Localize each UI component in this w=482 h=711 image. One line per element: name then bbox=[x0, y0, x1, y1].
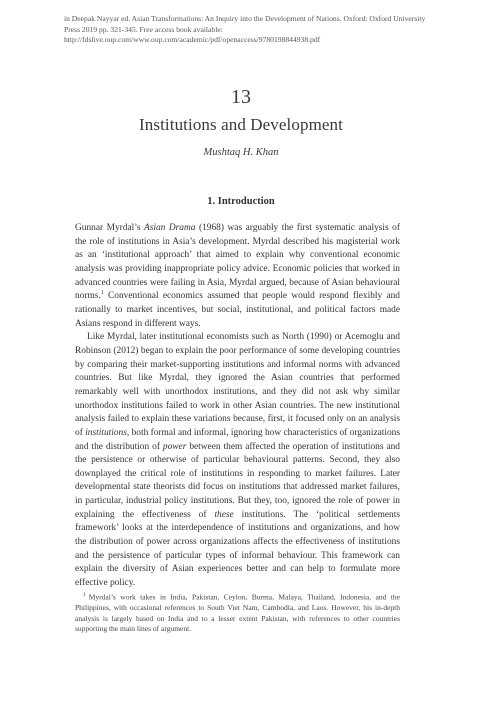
citation-header: in Deepak Nayyar ed. Asian Transformations: An Inquiry into the Development of Nations. Oxford: Oxford University Press 2019 pp. 321-345. Free access book available: http://fdslive.oup.com/www.oup.com/academic/pdf/openaccess/9780198844938.pdf bbox=[64, 14, 426, 44]
paragraph-2 bbox=[75, 331, 400, 590]
footnote bbox=[75, 590, 400, 635]
p2-emphasis-institutions: institutions bbox=[85, 427, 127, 438]
footnote-mark: 1 bbox=[83, 592, 86, 598]
p1-text-d: Conventional economics assumed that people would respond flexibly and rationally to market incentives, but social, institutional, and political factors made Asians respond in different ways. bbox=[75, 291, 400, 329]
p2-text-a: Like Myrdal, later institutional economists such as North (1990) or Acemoglu and Robinson (2012) began to explain the poor performance of some developing countries by comparing their market-supporting institutions and informal norms with advanced countries. But like Myrdal, they ignored the Asian countries that performed remarkably well with unorthodox institutions, and they did not ask why similar unorthodox institutions failed to work in other Asian countries. The new institutional analysis failed to explain these variations because, first, it focused only on an analysis of bbox=[75, 332, 400, 438]
p2-text-c: , both formal and informal, ignoring how characteristics of organizations and the distribution of bbox=[75, 427, 400, 452]
footnote-text: Myrdal’s work takes in India, Pakistan, Ceylon, Burma, Malaya, Thailand, Indonesia, and the Philippines, with occasional references to South Viet Nam, Cambodia, and Laos. However, his in-depth analysis is largely based on India and to a lesser extent Pakistan, with references to other countries supporting the main lines of argument. bbox=[75, 592, 400, 634]
p1-text-c: (1968) was arguably the first systematic analysis of the role of institutions in Asia’s development. Myrdal described his magisterial work as an ‘institutional approach’ that aimed to explain why conventional economic analysis was providing inappropriate policy advice. Economic policies that worked in advanced countries were failing in Asia, Myrdal argued, because of Asian behavioural norms. bbox=[75, 223, 400, 302]
footnote-reference: 1 bbox=[100, 290, 104, 297]
p2-emphasis-these: these bbox=[214, 509, 234, 520]
p1-book-title: Asian Drama bbox=[144, 223, 196, 233]
p2-text-e: between them affected the operation of institutions and the persistence or otherwise of particular behavioural patterns. Second, they also downplayed the critical role of institutions in responding to market failures. Later developmental state theorists did focus on institutions that addressed market failures, in particular, industrial policy institutions. But they, too, ignored the role of power in explaining the effectiveness of bbox=[75, 441, 400, 520]
p2-text-g: institutions. The ‘political settlements framework’ looks at the interdependence of institutions and organizations, and how the distribution of power across organizations affects the effectiveness of institutions and the persistence of particular types of informal behaviour. This framework can explain the diversity of Asian experiences better and can help to formulate more effective policy. bbox=[75, 509, 400, 589]
chapter-author: Mushtaq H. Khan bbox=[203, 147, 279, 158]
chapter-number: 13 bbox=[231, 86, 251, 108]
paragraph-1 bbox=[75, 222, 400, 331]
p2-emphasis-power: power bbox=[162, 441, 187, 452]
chapter-title: Institutions and Development bbox=[139, 115, 343, 134]
section-heading: 1. Introduction bbox=[207, 196, 275, 207]
p1-text-a: Gunnar Myrdal’s bbox=[75, 223, 145, 233]
body-text bbox=[75, 222, 400, 591]
